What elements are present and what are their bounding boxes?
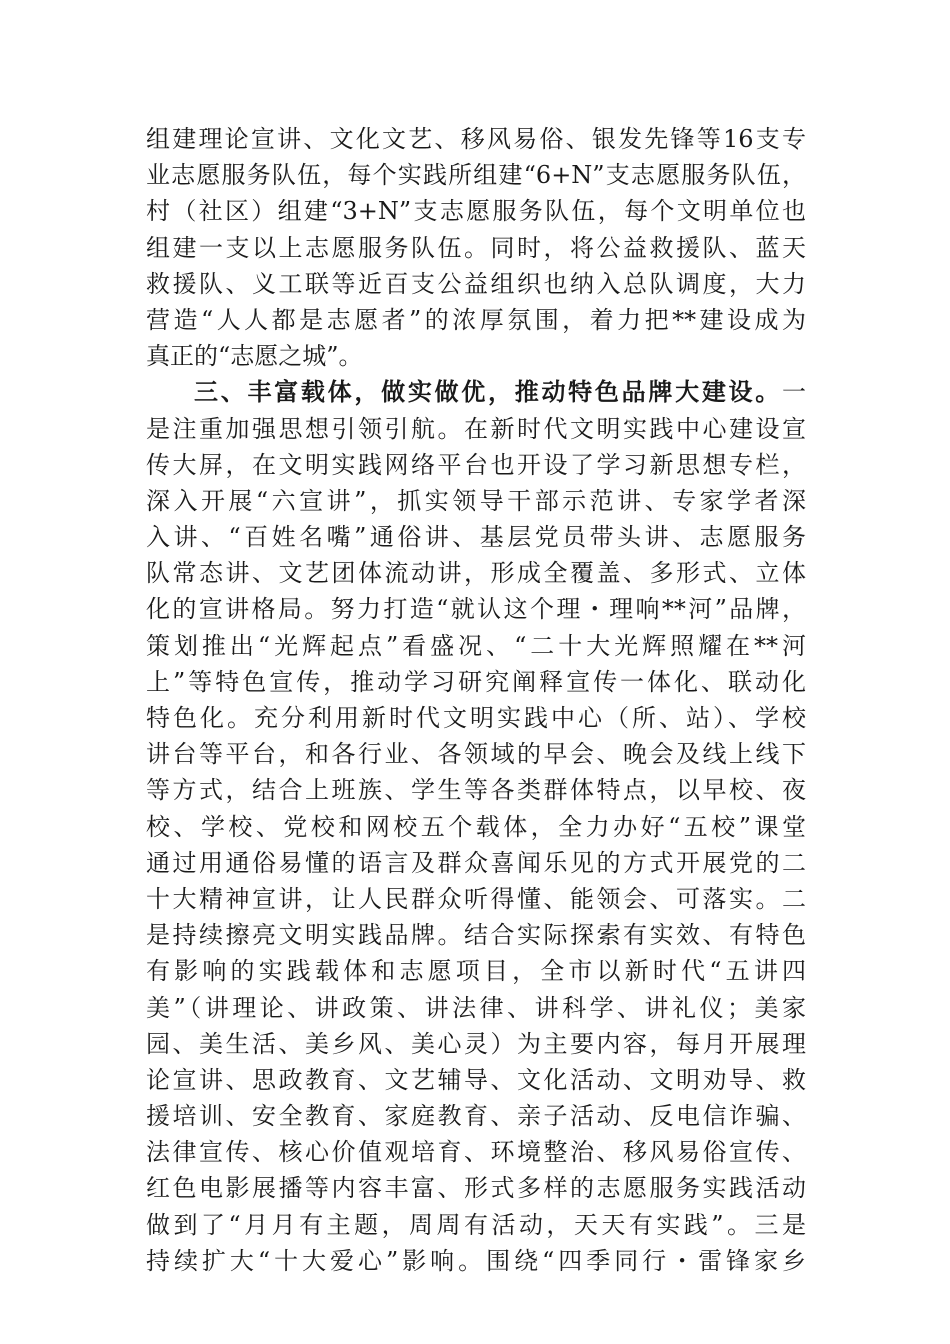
text-fragment: 一 [782, 378, 806, 407]
text-line: 做到了“月月有主题，周周有活动，天天有实践”。三是 [146, 1210, 806, 1239]
text-line: 村（社区）组建“3+N”支志愿服务队伍，每个文明单位也 [146, 197, 806, 226]
text-line: 论宣讲、思政教育、文艺辅导、文化活动、文明劝导、救 [146, 1065, 806, 1094]
text-line: 是持续擦亮文明实践品牌。结合实际探索有实效、有特色 [146, 921, 806, 950]
text-line: 业志愿服务队伍，每个实践所组建“6+N”支志愿服务队伍， [146, 161, 806, 190]
document-body [146, 121, 806, 1279]
paragraph-volunteer-teams [146, 121, 806, 374]
text-line: 救援队、义工联等近百支公益组织也纳入总队调度，大力 [146, 269, 806, 298]
text-line: 有影响的实践载体和志愿项目，全市以新时代“五讲四 [146, 957, 806, 986]
text-line: 特色化。充分利用新时代文明实践中心（所、站）、学校 [146, 704, 806, 732]
text-line: 深入开展“六宣讲”，抓实领导干部示范讲、专家学者深 [146, 486, 806, 515]
text-line: 真正的“志愿之城”。 [146, 342, 363, 371]
text-line: 化的宣讲格局。努力打造“就认这个理・理响**河”品牌， [146, 595, 806, 624]
text-line: 传大屏，在文明实践网络平台也开设了学习新思想专栏， [146, 450, 806, 479]
text-line: 讲台等平台，和各行业、各领域的早会、晚会及线上线下 [146, 740, 806, 769]
text-line: 通过用通俗易懂的语言及群众喜闻乐见的方式开展党的二 [146, 848, 806, 877]
text-line: 组建理论宣讲、文化文艺、移风易俗、银发先锋等16支专 [146, 125, 806, 153]
text-line: 持续扩大“十大爱心”影响。围绕“四季同行・雷锋家乡 [146, 1246, 806, 1275]
text-line: 策划推出“光辉起点”看盛况、“二十大光辉照耀在**河 [146, 631, 806, 660]
text-line: 营造“人人都是志愿者”的浓厚氛围，着力把**建设成为 [146, 305, 806, 334]
text-line: 法律宣传、核心价值观培育、环境整治、移风易俗宣传、 [146, 1138, 806, 1167]
section-heading: 三、丰富载体，做实做优，推动特色品牌大建设。 [194, 377, 782, 407]
text-line: 援培训、安全教育、家庭教育、亲子活动、反电信诈骗、 [146, 1102, 806, 1131]
paragraph-brand-building [146, 374, 806, 1279]
text-line: 队常态讲、文艺团体流动讲，形成全覆盖、多形式、立体 [146, 559, 806, 588]
text-line: 组建一支以上志愿服务队伍。同时，将公益救援队、蓝天 [146, 233, 806, 262]
text-line: 红色电影展播等内容丰富、形式多样的志愿服务实践活动 [146, 1174, 806, 1203]
text-line: 是注重加强思想引领引航。在新时代文明实践中心建设宣 [146, 414, 806, 443]
text-line: 美”（讲理论、讲政策、讲法律、讲科学、讲礼仪；美家 [146, 993, 806, 1022]
section-heading-line [146, 374, 806, 410]
text-line: 十大精神宣讲，让人民群众听得懂、能领会、可落实。二 [146, 884, 806, 913]
text-line: 等方式，结合上班族、学生等各类群体特点，以早校、夜 [146, 776, 806, 805]
text-line: 校、学校、党校和网校五个载体，全力办好“五校”课堂 [146, 812, 806, 841]
text-line: 园、美生活、美乡风、美心灵）为主要内容，每月开展理 [146, 1029, 806, 1058]
text-line: 上”等特色宣传，推动学习研究阐释宣传一体化、联动化 [146, 667, 806, 696]
text-line: 入讲、“百姓名嘴”通俗讲、基层党员带头讲、志愿服务 [146, 523, 806, 552]
